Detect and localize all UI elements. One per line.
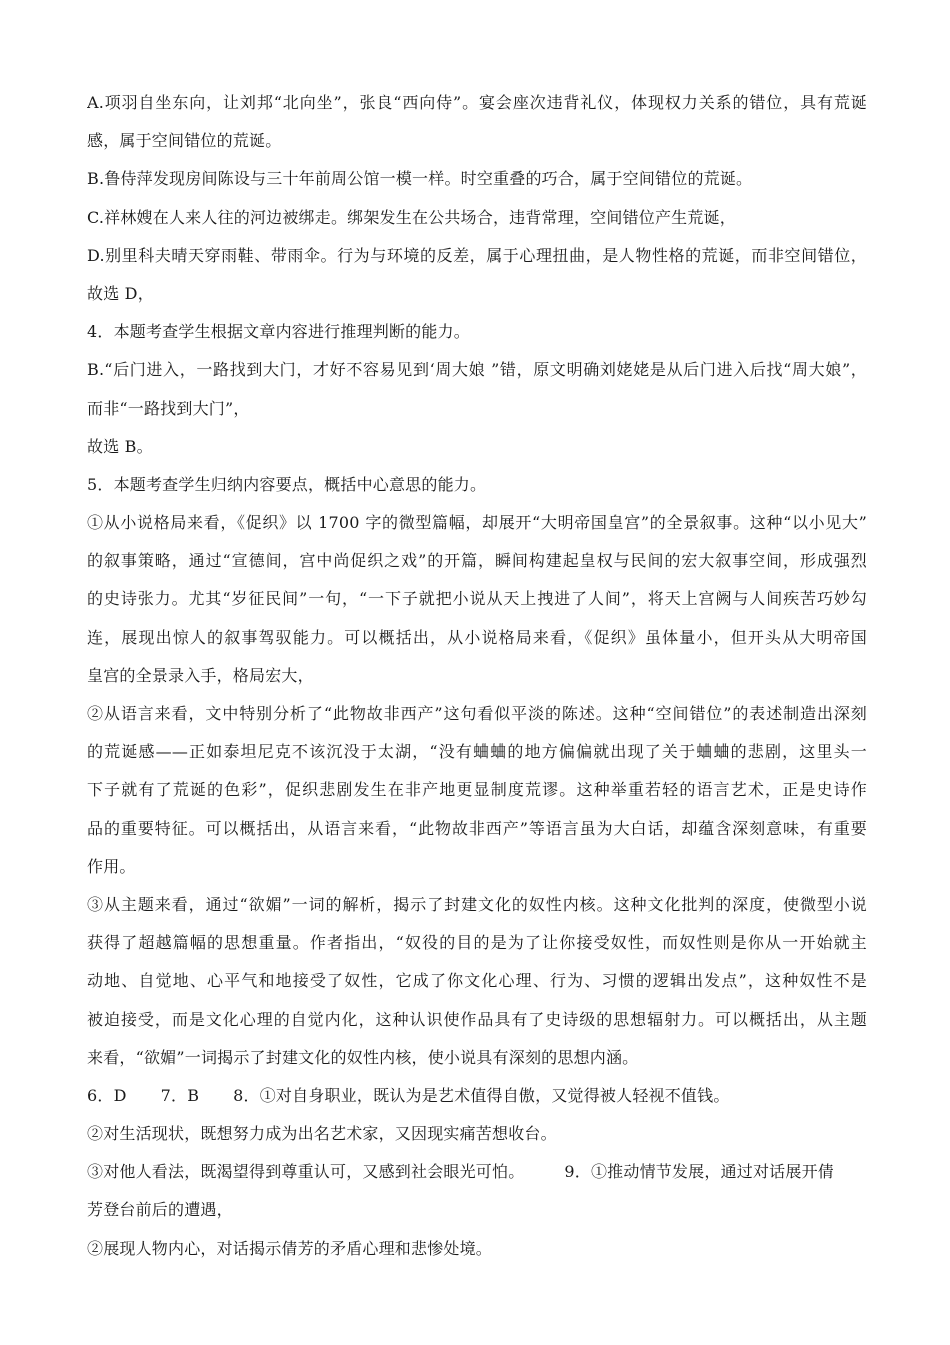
q5-point1-line-1: ①从小说格局来看，《促织》以 1700 字的微型篇幅，却展开“大明帝国皇宫”的全景叙事。这种“以小见大” xyxy=(87,513,867,533)
q5-point3-line-4: 被迫接受，而是文化心理的自觉内化，这种认识使作品具有了史诗级的思想辐射力。可以概括出，从主题 xyxy=(87,1009,867,1029)
q3-option-a-line-1: A.项羽自坐东向，让刘邦“北向坐”，张良“西向侍”。宴会座次违背礼仪，体现权力关系的错位，具有荒诞 xyxy=(87,93,867,112)
q9-point1: 9．①推动情节发展，通过对话展开倩 xyxy=(564,1162,834,1182)
q5-point1-line-4: 连，展现出惊人的叙事驾驭能力。可以概括出，从小说格局来看，《促织》虽体量小，但开头从大明帝国 xyxy=(87,627,867,647)
q5-heading: 5．本题考查学生归纳内容要点，概括中心意思的能力。 xyxy=(87,474,487,494)
q8-point2: ②对生活现状，既想努力成为出名艺术家，又因现实痛苦想收台。 xyxy=(87,1124,557,1144)
q5-point1-line-5: 皇宫的全景录入手，格局宏大， xyxy=(87,665,314,685)
q5-point3-line-3: 动地、自觉地、心平气和地接受了奴性，它成了你文化心理、行为、习惯的逻辑出发点”，这种奴性不是 xyxy=(87,971,867,991)
q3-answer: 故选 D， xyxy=(87,283,154,303)
q7-answer: 7．B xyxy=(160,1085,200,1105)
answer-analysis-page xyxy=(87,88,867,1272)
q5-point1-line-3: 的史诗张力。尤其“岁征民间”一句，“一下子就把小说从天上拽进了人间”，将天上宫阙与人间疾苦巧妙勾 xyxy=(87,589,867,609)
q5-point2-line-1: ②从语言来看，文中特别分析了“此物故非西产”这句看似平淡的陈述。这种“空间错位”的表述制造出深刻 xyxy=(87,704,867,723)
q5-point2-line-2: 的荒诞感——正如泰坦尼克不该沉没于太湖，“没有蛐蛐的地方偏偏就出现了关于蛐蛐的悲剧，这里头一 xyxy=(87,742,867,762)
q8-point3-q9-line xyxy=(87,1157,867,1195)
q4-heading: 4．本题考查学生根据文章内容进行推理判断的能力。 xyxy=(87,322,470,342)
q9-point1-cont: 芳登台前后的遭遇， xyxy=(87,1200,233,1220)
q4-analysis-line-2: 而非“一路找到大门”， xyxy=(87,398,250,418)
q5-point2-line-4: 品的重要特征。可以概括出，从语言来看，“此物故非西产”等语言虽为大白话，却蕴含深刻意味，有重要 xyxy=(87,818,867,838)
q5-point1-line-2: 的叙事策略，通过“宣德间，宫中尚促织之戏”的开篇，瞬间构建起皇权与民间的宏大叙事空间，形成强烈 xyxy=(87,551,867,571)
q9-point2: ②展现人物内心，对话揭示倩芳的矛盾心理和悲惨处境。 xyxy=(87,1238,493,1258)
q3-option-b: B.鲁侍萍发现房间陈设与三十年前周公馆一模一样。时空重叠的巧合，属于空间错位的荒诞。 xyxy=(87,169,753,189)
q3-option-c: C.祥林嫂在人来人往的河边被绑走。绑架发生在公共场合，违背常理，空间错位产生荒诞， xyxy=(87,207,736,227)
q3-option-a-line-2: 感，属于空间错位的荒诞。 xyxy=(87,131,282,151)
q3-option-d-line-1: D.别里科夫晴天穿雨鞋、带雨伞。行为与环境的反差，属于心理扭曲，是人物性格的荒诞，而非空间错位， xyxy=(87,245,867,265)
q5-point3-line-2: 获得了超越篇幅的思想重量。作者指出，“奴役的目的是为了让你接受奴性，而奴性则是你从一开始就主 xyxy=(87,933,867,953)
q4-analysis-line-1: B.“后门进入，一路找到大门，才好不容易见到‘周大娘 ”错，原文明确刘姥姥是从后门进入后找“周大娘”， xyxy=(87,360,867,380)
answers-q6-q7-q8 xyxy=(87,1081,867,1119)
q6-answer: 6．D xyxy=(87,1085,127,1105)
q8-point1: 8．①对自身职业，既认为是艺术值得自傲，又觉得被人轻视不值钱。 xyxy=(233,1085,730,1105)
q5-point2-line-5: 作用。 xyxy=(87,856,136,876)
q5-point3-line-5: 来看，“欲媚”一词揭示了封建文化的奴性内核，使小说具有深刻的思想内涵。 xyxy=(87,1047,639,1067)
q4-answer: 故选 B。 xyxy=(87,436,153,456)
q5-point2-line-3: 下子就有了荒诞的色彩”，促织悲剧发生在非产地更显制度荒谬。这种举重若轻的语言艺术，正是史诗作 xyxy=(87,780,867,800)
q8-point3: ③对他人看法，既渴望得到尊重认可，又感到社会眼光可怕。 xyxy=(87,1162,525,1182)
q5-point3-line-1: ③从主题来看，通过“欲媚”一词的解析，揭示了封建文化的奴性内核。这种文化批判的深度，使微型小说 xyxy=(87,894,867,914)
